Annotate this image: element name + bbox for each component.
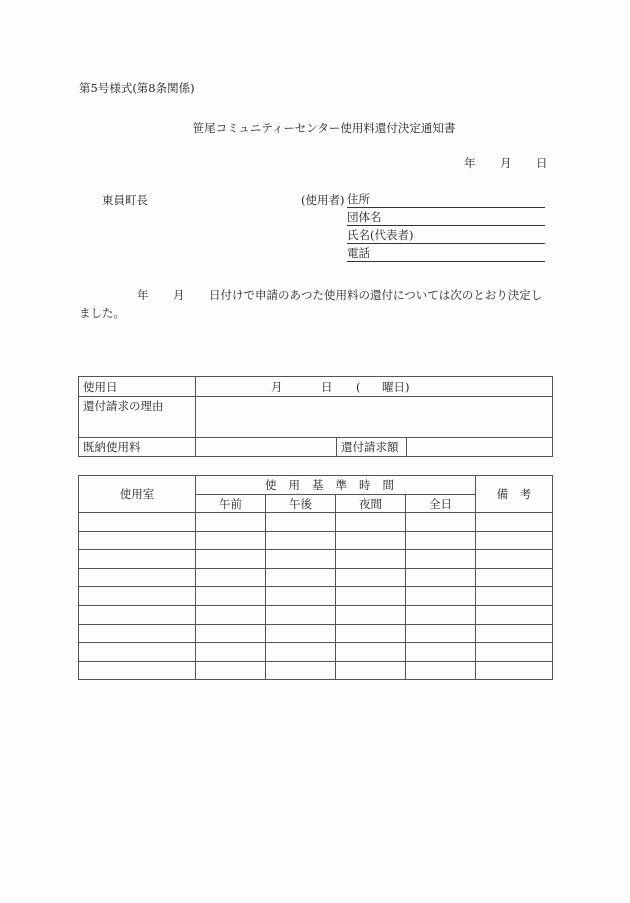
table-cell[interactable] (336, 661, 406, 680)
remarks-header: 備 考 (476, 476, 553, 513)
table-row (79, 605, 553, 624)
table-row (79, 550, 553, 569)
table-cell[interactable] (79, 568, 196, 587)
form-number: 第5号様式(第8条関係) (79, 81, 195, 95)
table-cell[interactable] (476, 550, 553, 569)
table-cell[interactable] (406, 568, 476, 587)
table-cell[interactable] (406, 624, 476, 643)
table-cell[interactable] (336, 605, 406, 624)
usage-date-field[interactable] (196, 377, 553, 397)
paid-fee-label: 既納使用料 (79, 438, 196, 457)
table-cell[interactable] (266, 624, 336, 643)
table-cell[interactable] (196, 624, 266, 643)
room-header: 使用室 (79, 476, 196, 513)
table-cell[interactable] (406, 661, 476, 680)
night-header: 夜間 (336, 495, 406, 513)
table-cell[interactable] (196, 550, 266, 569)
table-row (79, 568, 553, 587)
room-usage-table (78, 475, 553, 680)
table-cell[interactable] (406, 605, 476, 624)
time-header: 使用基準時間 (196, 476, 476, 495)
table-cell[interactable] (336, 643, 406, 662)
afternoon-header: 午後 (266, 495, 336, 513)
table-cell[interactable] (406, 643, 476, 662)
refund-amount-label: 還付請求額 (337, 438, 407, 457)
fullday-header: 全日 (406, 495, 476, 513)
table-cell[interactable] (196, 643, 266, 662)
document-title (0, 121, 630, 135)
body-text-line2: ました。 (79, 306, 125, 320)
body-year: 年 (137, 288, 149, 302)
table-cell[interactable] (266, 587, 336, 606)
table-row (79, 513, 553, 532)
table-row (79, 587, 553, 606)
table-cell[interactable] (79, 587, 196, 606)
name-field[interactable]: 氏名(代表者) (347, 228, 545, 244)
addressee: 東員町長 (102, 193, 148, 207)
table-cell[interactable] (266, 513, 336, 532)
table-cell[interactable] (406, 550, 476, 569)
table-cell[interactable] (196, 661, 266, 680)
table-cell[interactable] (266, 661, 336, 680)
table-cell[interactable] (476, 605, 553, 624)
table-cell[interactable] (336, 568, 406, 587)
table-cell[interactable] (196, 587, 266, 606)
table-cell[interactable] (476, 513, 553, 532)
room-rows (79, 513, 553, 680)
table-cell[interactable] (79, 513, 196, 532)
usage-date-label: 使用日 (79, 377, 196, 397)
table-cell[interactable] (476, 661, 553, 680)
table-cell[interactable] (79, 605, 196, 624)
table-cell[interactable] (406, 531, 476, 550)
table-cell[interactable] (476, 531, 553, 550)
usage-date-month: 月 (271, 379, 283, 394)
table-cell[interactable] (266, 605, 336, 624)
table-row (79, 624, 553, 643)
organization-field[interactable]: 団体名 (347, 210, 545, 226)
table-cell[interactable] (196, 568, 266, 587)
usage-date-weekday: 曜日) (382, 379, 410, 394)
address-field[interactable]: 住所 (347, 192, 545, 208)
table-cell[interactable] (336, 531, 406, 550)
table-cell[interactable] (336, 624, 406, 643)
table-cell[interactable] (79, 624, 196, 643)
table-cell[interactable] (266, 531, 336, 550)
body-text-line1: 日付けで申請のあつた使用料の還付については次のとおり決定し (209, 288, 543, 302)
table-row (79, 531, 553, 550)
reason-label: 還付請求の理由 (79, 397, 196, 438)
table-cell[interactable] (79, 643, 196, 662)
table-cell[interactable] (336, 513, 406, 532)
table-cell[interactable] (79, 531, 196, 550)
table-cell[interactable] (266, 643, 336, 662)
table-cell[interactable] (336, 550, 406, 569)
date-year: 年 (464, 156, 476, 170)
table-cell[interactable] (476, 568, 553, 587)
table-row (79, 661, 553, 680)
table-row (79, 643, 553, 662)
reason-field[interactable] (196, 397, 553, 438)
document-title-text: 笹尾コミュニティーセンター使用料還付決定通知書 (192, 121, 456, 135)
morning-header: 午前 (196, 495, 266, 513)
table-cell[interactable] (476, 587, 553, 606)
table-cell[interactable] (266, 568, 336, 587)
table-cell[interactable] (406, 513, 476, 532)
phone-field[interactable]: 電話 (347, 246, 545, 262)
user-label: (使用者) (301, 193, 345, 207)
body-month: 月 (173, 288, 185, 302)
refund-amount-field[interactable] (407, 438, 553, 457)
table-cell[interactable] (476, 624, 553, 643)
table-cell[interactable] (196, 513, 266, 532)
table-cell[interactable] (476, 643, 553, 662)
table-cell[interactable] (266, 550, 336, 569)
table-cell[interactable] (196, 531, 266, 550)
date-month: 月 (500, 156, 512, 170)
table-cell[interactable] (336, 587, 406, 606)
usage-date-day: 日 (321, 379, 333, 394)
table-cell[interactable] (196, 605, 266, 624)
usage-date-paren: ( (356, 379, 361, 394)
refund-table (78, 376, 553, 457)
date-day: 日 (536, 156, 548, 170)
table-cell[interactable] (79, 550, 196, 569)
table-cell[interactable] (406, 587, 476, 606)
table-cell[interactable] (79, 661, 196, 680)
paid-fee-field[interactable] (196, 438, 337, 457)
